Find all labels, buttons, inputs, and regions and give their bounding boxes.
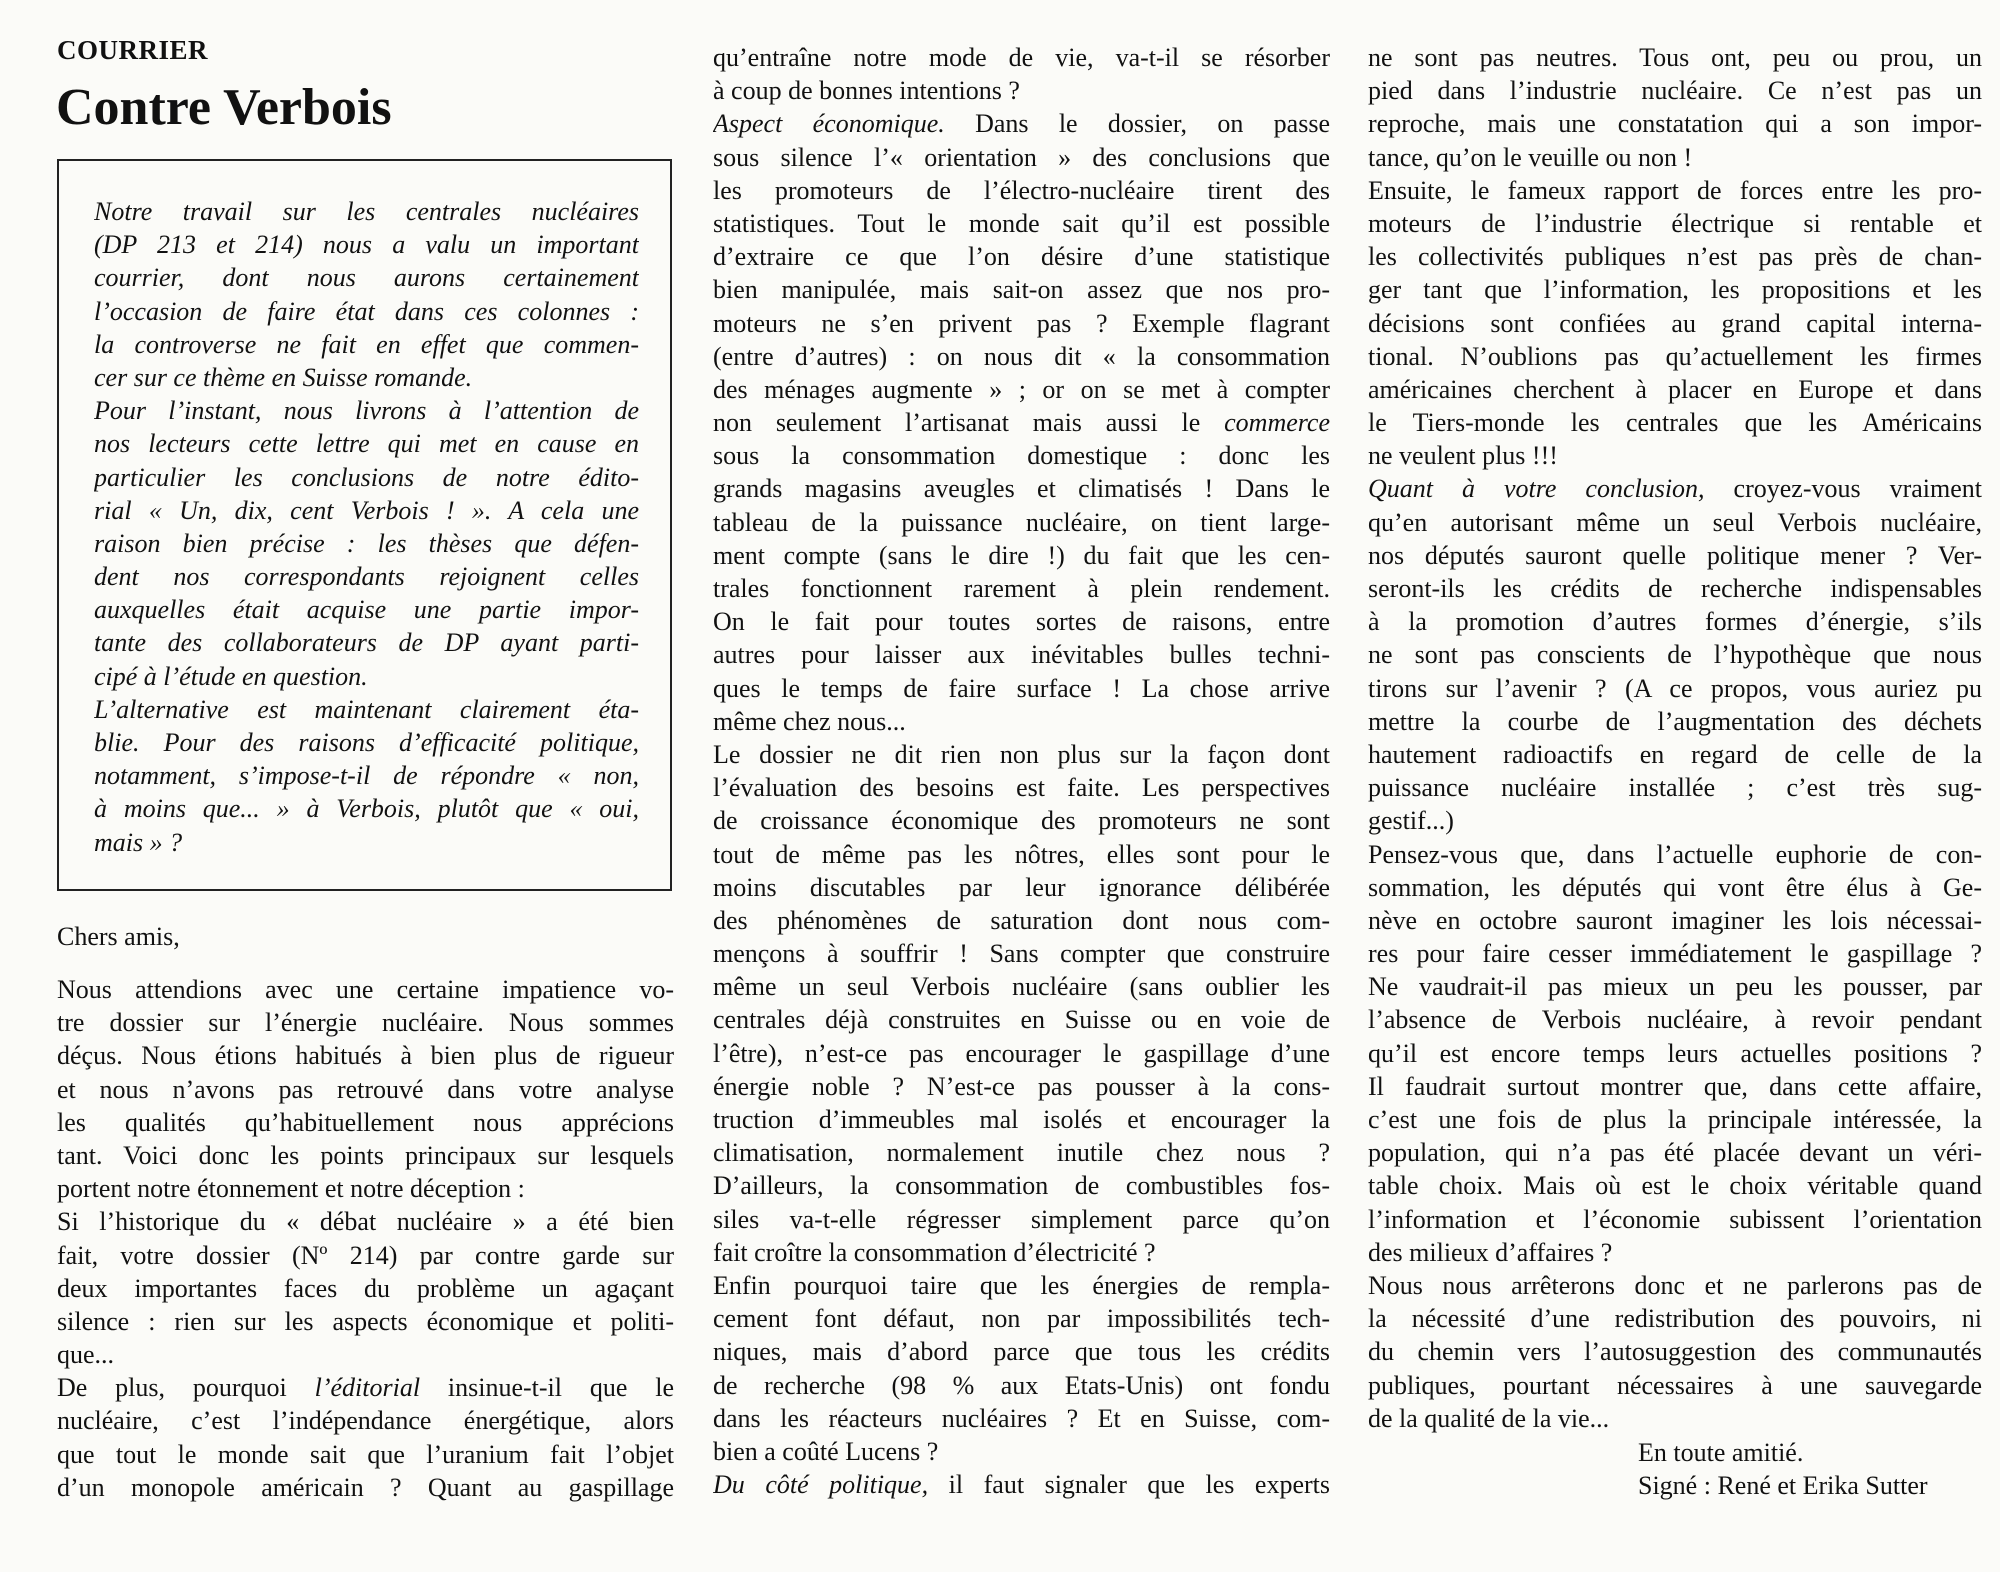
letter-line: ment compte (sans le dire !) du fait que les cen- <box>713 540 1330 570</box>
letter-line: bien a coûté Lucens ? <box>713 1436 939 1466</box>
letter-line: le Tiers-monde les centrales que les Américains <box>1368 408 1982 438</box>
letter-line: fait, votre dossier (Nº 214) par contre garde sur <box>57 1240 674 1270</box>
letter-line: table choix. Mais où est le choix véritable quand <box>1368 1171 1982 1201</box>
intro-line: l’occasion de faire état dans ces colonnes : <box>94 296 639 326</box>
letter-line: et nous n’avons pas retrouvé dans votre analyse <box>57 1074 674 1104</box>
article-title: Contre Verbois <box>56 79 392 136</box>
intro-line: (DP 213 et 214) nous a valu un important <box>94 230 639 260</box>
letter-column-3 <box>1368 41 1982 1435</box>
intro-line: tante des collaborateurs de DP ayant parti- <box>94 628 639 658</box>
letter-line: nève en octobre sauront imaginer les lois nécessai- <box>1368 905 1982 935</box>
letter-line: Le dossier ne dit rien non plus sur la façon dont <box>713 739 1330 769</box>
letter-line: Si l’historique du « débat nucléaire » a été bien <box>57 1207 674 1237</box>
intro-line: cer sur ce thème en Suisse romande. <box>94 362 473 392</box>
letter-line: Enfin pourquoi taire que les énergies de rempla- <box>713 1270 1330 1300</box>
letter-line: la nécessité d’une redistribution des pouvoirs, ni <box>1368 1304 1982 1334</box>
letter-line: qu’il est encore temps leurs actuelles positions ? <box>1368 1038 1982 1068</box>
letter-line: fait croître la consommation d’électricité ? <box>713 1237 1156 1267</box>
letter-line: moteurs de l’industrie électrique si rentable et <box>1368 208 1982 238</box>
letter-line: On le fait pour toutes sortes de raisons, entre <box>713 607 1330 637</box>
letter-line: res pour faire cesser immédiatement le gaspillage ? <box>1368 939 1982 969</box>
letter-line: américaines cherchent à placer en Europe et dans <box>1368 374 1982 404</box>
letter-line: de la qualité de la vie... <box>1368 1403 1610 1433</box>
letter-line: que tout le monde sait que l’uranium fait l’objet <box>57 1439 674 1469</box>
letter-line: déçus. Nous étions habitués à bien plus de rigueur <box>57 1041 674 1071</box>
salutation: Chers amis, <box>57 922 180 951</box>
closing: En toute amitié. <box>1638 1438 1804 1467</box>
intro-line: dent nos correspondants rejoignent celles <box>94 562 639 592</box>
letter-line: moins discutables par leur ignorance délibérée <box>713 872 1330 902</box>
letter-line: mençons à souffrir ! Sans compter que construire <box>713 939 1330 969</box>
letter-line: publiques, pourtant nécessaires à une sauvegarde <box>1368 1370 1982 1400</box>
intro-line: particulier les conclusions de notre édito- <box>94 462 639 492</box>
letter-line: qu’en autorisant même un seul Verbois nucléaire, <box>1368 507 1982 537</box>
intro-line: à moins que... » à Verbois, plutôt que « oui, <box>94 794 639 824</box>
letter-line: pied dans l’industrie nucléaire. Ce n’est pas un <box>1368 76 1982 106</box>
letter-line: nucléaire, c’est l’indépendance énergétique, alors <box>57 1406 674 1436</box>
intro-line: la controverse ne fait en effet que commen- <box>94 329 639 359</box>
intro-line: rial « Un, dix, cent Verbois ! ». A cela une <box>94 495 639 525</box>
letter-line: Quant à votre conclusion, croyez-vous vraiment <box>1368 474 1982 504</box>
letter-line: de recherche (98 % aux Etats-Unis) ont fondu <box>713 1370 1330 1400</box>
letter-line: truction d’immeubles mal isolés et encourager la <box>713 1105 1330 1134</box>
letter-line: siles va-t-elle régresser simplement parce qu’on <box>713 1204 1330 1234</box>
letter-line: d’un monopole américain ? Quant au gaspillage <box>57 1472 674 1502</box>
letter-line: tre dossier sur l’énergie nucléaire. Nous sommes <box>57 1008 674 1038</box>
letter-line: ques le temps de faire surface ! La chose arrive <box>713 673 1330 703</box>
letter-line: Nous attendions avec une certaine impatience vo- <box>57 975 674 1004</box>
intro-line: blie. Pour des raisons d’efficacité politique, <box>94 728 639 757</box>
letter-line: niques, mais d’abord parce que tous les crédits <box>713 1337 1330 1367</box>
letter-line: des ménages augmente » ; or on se met à compter <box>713 374 1330 404</box>
letter-line: statistiques. Tout le monde sait qu’il est possible <box>713 208 1330 238</box>
letter-line: mettre la courbe de l’augmentation des déchets <box>1368 706 1982 736</box>
letter-column-2 <box>713 41 1330 1501</box>
letter-line: grands magasins aveugles et climatisés ! Dans le <box>713 474 1330 504</box>
letter-line: Ne vaudrait-il pas mieux un peu les pousser, par <box>1368 972 1982 1002</box>
letter-line: ne sont pas neutres. Tous ont, peu ou prou, un <box>1368 43 1982 72</box>
letter-line: ne sont pas conscients de l’hypothèque que nous <box>1368 640 1982 670</box>
signoff <box>1638 1436 1928 1502</box>
intro-line: auxquelles était acquise une partie impor- <box>94 595 639 625</box>
letter-line: reproche, mais une constatation qui a son impor- <box>1368 109 1982 139</box>
letter-line: tout de même pas les nôtres, elles sont pour le <box>713 839 1330 869</box>
intro-box-text <box>94 195 639 859</box>
letter-line: hautement radioactifs en regard de celle de la <box>1368 739 1982 769</box>
intro-line: L’alternative est maintenant clairement éta- <box>94 694 639 724</box>
letter-line: des milieux d’affaires ? <box>1368 1237 1613 1267</box>
letter-line: d’extraire ce que l’on désire d’une statistique <box>713 242 1330 272</box>
intro-line: cipé à l’étude en question. <box>94 661 368 691</box>
letter-line: tional. N’oublions pas qu’actuellement les firmes <box>1368 341 1982 371</box>
intro-box <box>57 159 672 891</box>
letter-line: puissance nucléaire installée ; c’est très sug- <box>1368 773 1982 803</box>
letter-line: que... <box>57 1340 115 1370</box>
letter-line: D’ailleurs, la consommation de combustibles fos- <box>713 1171 1330 1201</box>
intro-line: raison bien précise : les thèses que défen- <box>94 528 639 558</box>
letter-line: population, qui n’a pas été placée devant un véri- <box>1368 1138 1982 1168</box>
letter-line: Il faudrait surtout montrer que, dans cette affaire, <box>1368 1071 1982 1101</box>
letter-line: sous la consommation domestique : donc les <box>713 441 1330 471</box>
letter-line: deux importantes faces du problème un agaçant <box>57 1273 674 1303</box>
letter-line: les qualités qu’habituellement nous apprécions <box>57 1107 674 1137</box>
letter-line: l’absence de Verbois nucléaire, à revoir pendant <box>1368 1005 1982 1035</box>
letter-line: seront-ils les crédits de recherche indispensables <box>1368 574 1982 603</box>
letter-line: même un seul Verbois nucléaire (sans oublier les <box>713 972 1330 1002</box>
intro-line: Notre travail sur les centrales nucléaires <box>94 197 639 226</box>
letter-line: nos députés sauront quelle politique mener ? Ver- <box>1368 540 1982 570</box>
letter-line: portent notre étonnement et notre déception : <box>57 1174 525 1204</box>
letter-line: énergie noble ? N’est-ce pas pousser à la cons- <box>713 1071 1330 1101</box>
intro-line: courrier, dont nous aurons certainement <box>94 263 639 293</box>
letter-line: dans les réacteurs nucléaires ? Et en Suisse, com- <box>713 1403 1330 1433</box>
intro-line: notamment, s’impose-t-il de répondre « non, <box>94 761 639 791</box>
letter-line: gestif...) <box>1368 806 1454 836</box>
letter-line: trales fonctionnent rarement à plein rendement. <box>713 574 1330 603</box>
kicker-label: COURRIER <box>57 35 209 65</box>
letter-line: l’évaluation des besoins est faite. Les perspectives <box>713 773 1330 803</box>
letter-line: ger tant que l’information, les propositions et les <box>1368 275 1982 305</box>
letter-line: climatisation, normalement inutile chez nous ? <box>713 1138 1330 1168</box>
letter-line: ne veulent plus !!! <box>1368 441 1558 471</box>
letter-line: tance, qu’on le veuille ou non ! <box>1368 142 1693 172</box>
letter-line: cement font défaut, non par impossibilités tech- <box>713 1304 1330 1334</box>
letter-line: qu’entraîne notre mode de vie, va-t-il se résorber <box>713 43 1330 72</box>
letter-line: sous silence l’« orientation » des conclusions que <box>713 142 1330 172</box>
letter-line: tirons sur l’avenir ? (A ce propos, vous auriez pu <box>1368 673 1982 703</box>
letter-line: tableau de la puissance nucléaire, on tient large- <box>713 507 1330 537</box>
letter-line: décisions sont confiées au grand capital interna- <box>1368 308 1982 338</box>
letter-line: moteurs ne s’en privent pas ? Exemple flagrant <box>713 308 1330 338</box>
intro-line: Pour l’instant, nous livrons à l’attention de <box>94 396 639 426</box>
letter-line: de croissance économique des promoteurs ne sont <box>713 806 1330 836</box>
intro-line: mais » ? <box>94 827 183 857</box>
letter-line: De plus, pourquoi l’éditorial insinue-t-il que le <box>57 1373 674 1403</box>
letter-line: tant. Voici donc les points principaux sur lesquels <box>57 1140 674 1170</box>
letter-line: à coup de bonnes intentions ? <box>713 76 1020 106</box>
letter-line: (entre d’autres) : on nous dit « la consommation <box>713 341 1330 371</box>
letter-line: du chemin vers l’autosuggestion des communautés <box>1368 1337 1982 1367</box>
intro-line: nos lecteurs cette lettre qui met en cause en <box>94 429 639 459</box>
letter-line: même chez nous... <box>713 706 906 736</box>
letter-line: non seulement l’artisanat mais aussi le commerce <box>713 408 1330 438</box>
letter-line: l’être), n’est-ce pas encourager le gaspillage d’une <box>713 1038 1330 1068</box>
letter-line: Aspect économique. Dans le dossier, on passe <box>713 109 1330 139</box>
letter-line: centrales déjà construites en Suisse ou en voie de <box>713 1005 1330 1035</box>
letter-line: sommation, les députés qui vont être élus à Ge- <box>1368 872 1982 902</box>
letter-line: Nous nous arrêterons donc et ne parlerons pas de <box>1368 1270 1982 1300</box>
letter-line: des phénomènes de saturation dont nous com- <box>713 905 1330 935</box>
letter-column-1 <box>57 973 674 1504</box>
letter-line: Ensuite, le fameux rapport de forces entre les pro- <box>1368 175 1982 205</box>
letter-line: Du côté politique, il faut signaler que les experts <box>713 1470 1330 1500</box>
letter-line: les promoteurs de l’électro-nucléaire tirent des <box>713 175 1330 205</box>
letter-line: Pensez-vous que, dans l’actuelle euphorie de con- <box>1368 839 1982 869</box>
letter-line: autres pour laisser aux inévitables bulles techni- <box>713 640 1330 670</box>
letter-line: c’est une fois de plus la principale intéressée, la <box>1368 1105 1982 1134</box>
letter-line: silence : rien sur les aspects économique et politi- <box>57 1306 674 1336</box>
letter-line: les collectivités publiques n’est pas près de chan- <box>1368 242 1982 272</box>
letter-line: l’information et l’économie subissent l’orientation <box>1368 1204 1982 1234</box>
letter-line: bien manipulée, mais sait-on assez que nos pro- <box>713 275 1330 305</box>
letter-line: à la promotion d’autres formes d’énergie, s’ils <box>1368 607 1982 637</box>
signature: Signé : René et Erika Sutter <box>1638 1471 1928 1501</box>
